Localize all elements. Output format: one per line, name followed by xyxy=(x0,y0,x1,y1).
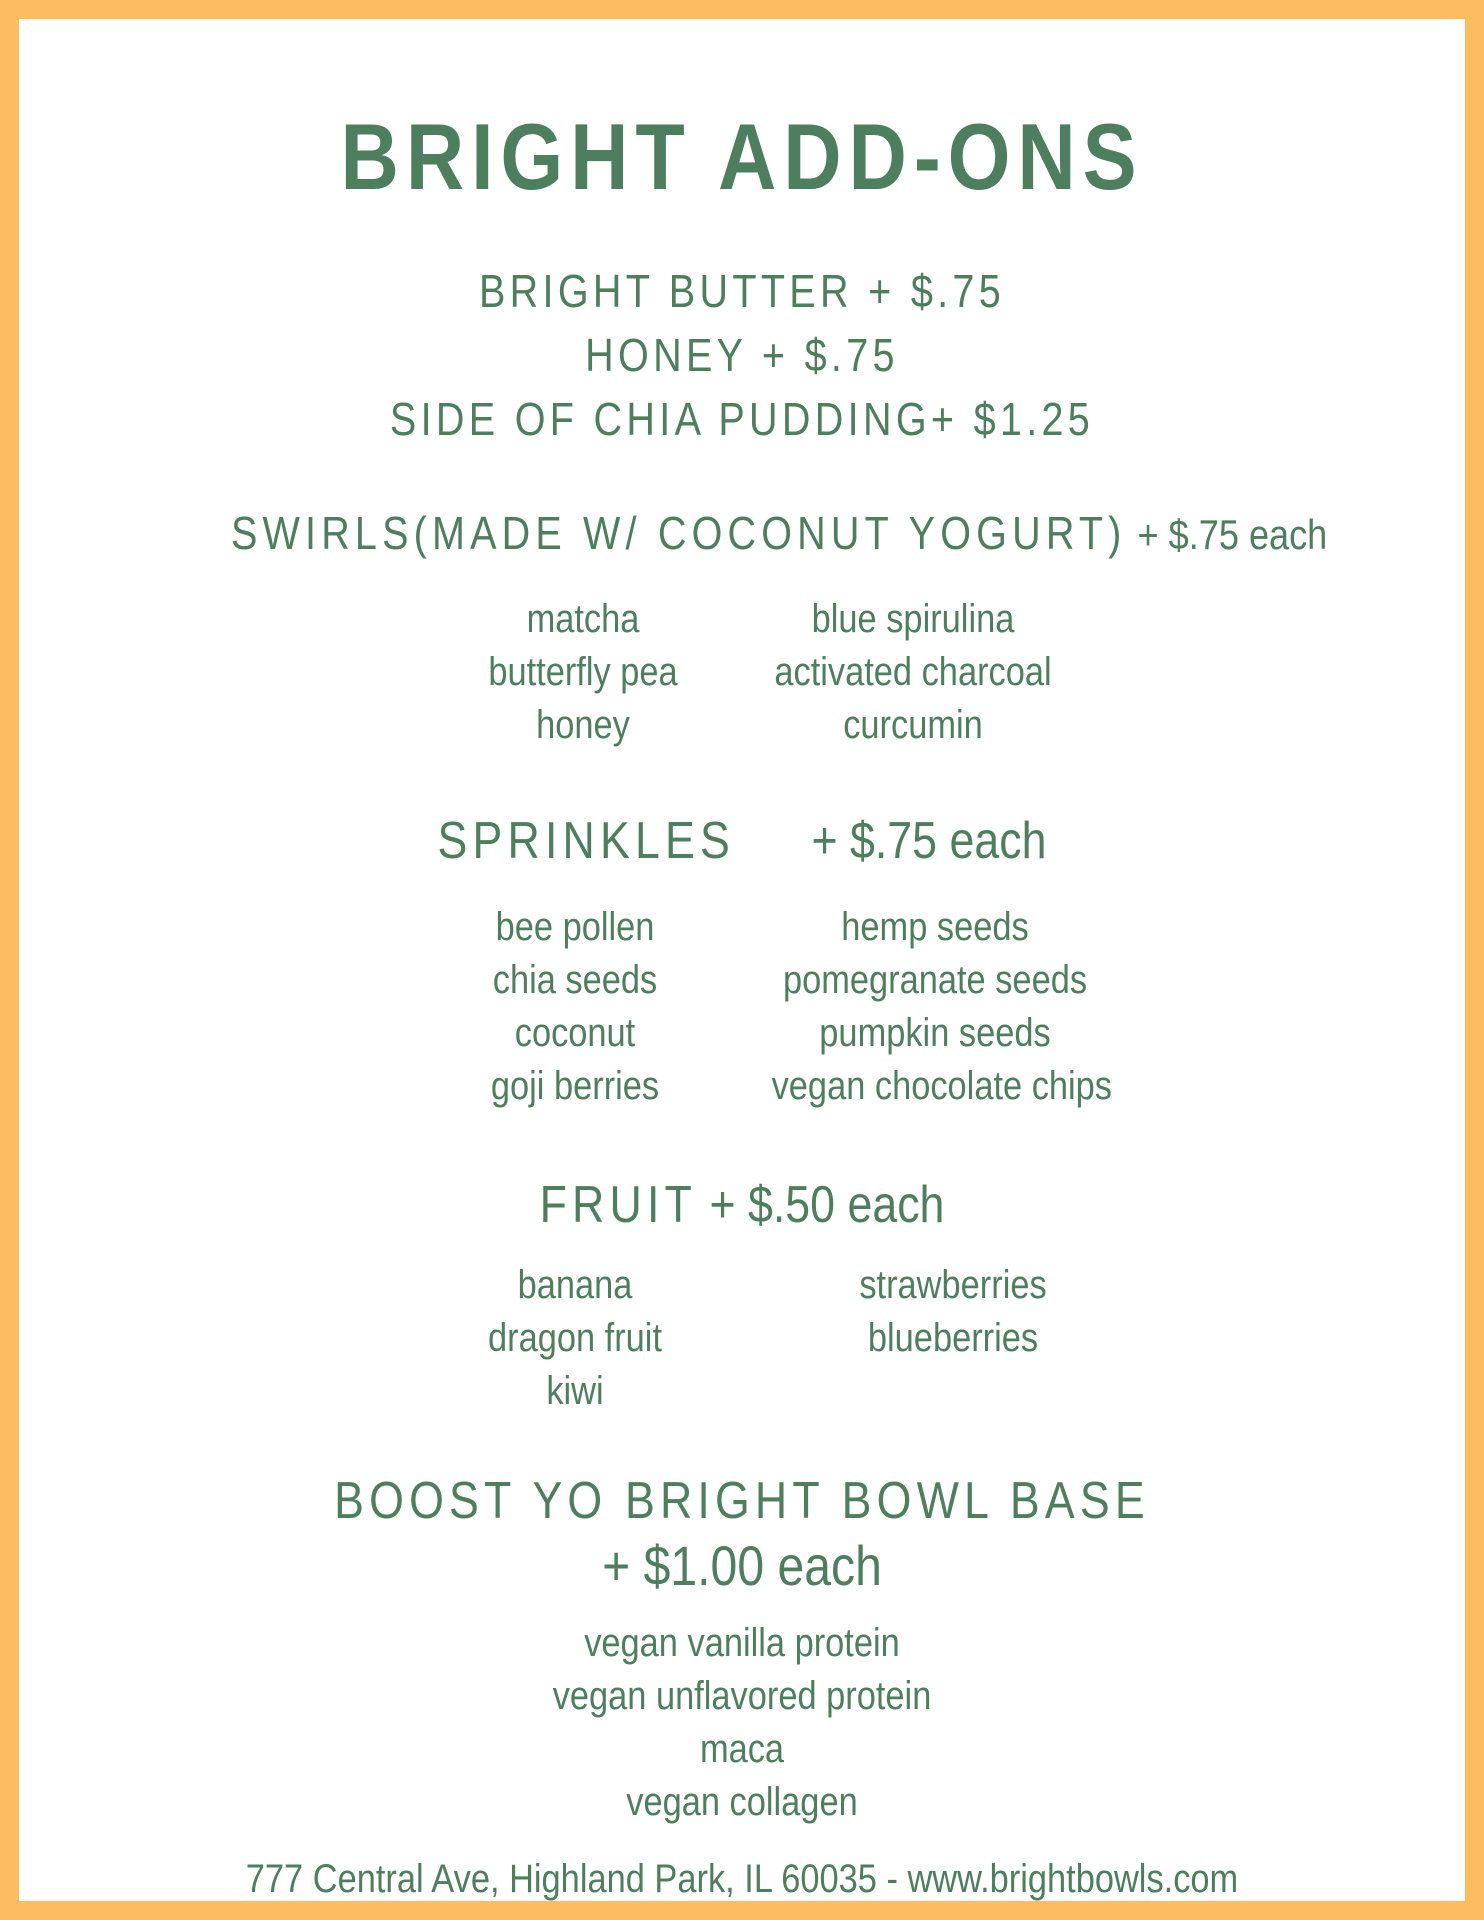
sprinkles-heading xyxy=(120,811,1364,871)
list-item: blue spirulina xyxy=(811,597,1015,641)
fruit-title: FRUIT xyxy=(539,1176,698,1234)
list-item: hemp seeds xyxy=(841,905,1029,949)
sprinkles-list-left xyxy=(446,901,704,1113)
addon-honey: HONEY + $.75 xyxy=(585,329,899,381)
list-item: vegan chocolate chips xyxy=(771,1064,1113,1108)
boost-title: BOOST YO BRIGHT BOWL BASE xyxy=(334,1472,1150,1530)
list-item: pomegranate seeds xyxy=(782,958,1088,1002)
list-item: maca xyxy=(699,1727,785,1771)
list-item: vegan vanilla protein xyxy=(584,1621,900,1665)
boost-list xyxy=(120,1617,1364,1829)
list-item: kiwi xyxy=(546,1369,604,1413)
swirls-list-right xyxy=(758,593,1068,752)
swirls-title: SWIRLS(MADE W/ COCONUT YOGURT) xyxy=(231,507,1127,559)
boost-heading xyxy=(120,1471,1364,1598)
list-item: chia seeds xyxy=(492,958,658,1002)
list-item: curcumin xyxy=(843,703,983,747)
list-item: activated charcoal xyxy=(774,650,1052,694)
list-item: vegan collagen xyxy=(626,1780,858,1824)
sprinkles-title: SPRINKLES xyxy=(437,812,736,870)
swirls-heading xyxy=(231,506,1327,560)
page-title: BRIGHT ADD-ONS xyxy=(340,104,1144,209)
list-item: blueberries xyxy=(867,1316,1039,1360)
fruit-price: + $.50 each xyxy=(709,1176,945,1234)
fruit-list-right xyxy=(824,1259,1082,1365)
list-item: goji berries xyxy=(490,1064,660,1108)
sprinkles-list-right xyxy=(771,901,1113,1113)
list-item: dragon fruit xyxy=(487,1316,663,1360)
list-item: coconut xyxy=(514,1011,636,1055)
list-item: banana xyxy=(517,1263,633,1307)
swirls-list-left xyxy=(454,593,712,752)
footer-address: 777 Central Ave, Highland Park, IL 60035 - www.brightbowls.com xyxy=(245,1857,1239,1901)
addon-bright-butter: BRIGHT BUTTER + $.75 xyxy=(478,265,1006,317)
list-item: butterfly pea xyxy=(488,650,678,694)
fruit-heading xyxy=(120,1175,1364,1235)
swirls-price: + $.75 each xyxy=(1137,511,1328,558)
list-item: bee pollen xyxy=(495,905,655,949)
top-addons-list xyxy=(120,259,1364,451)
fruit-list-left xyxy=(446,1259,704,1418)
addon-chia-pudding: SIDE OF CHIA PUDDING+ $1.25 xyxy=(389,393,1095,445)
list-item: honey xyxy=(536,703,630,747)
boost-price: + $1.00 each xyxy=(602,1534,882,1597)
list-item: vegan unflavored protein xyxy=(552,1674,932,1718)
sprinkles-price: + $.75 each xyxy=(811,812,1047,870)
list-item: pumpkin seeds xyxy=(819,1011,1051,1055)
list-item: strawberries xyxy=(859,1263,1047,1307)
list-item: matcha xyxy=(526,597,640,641)
